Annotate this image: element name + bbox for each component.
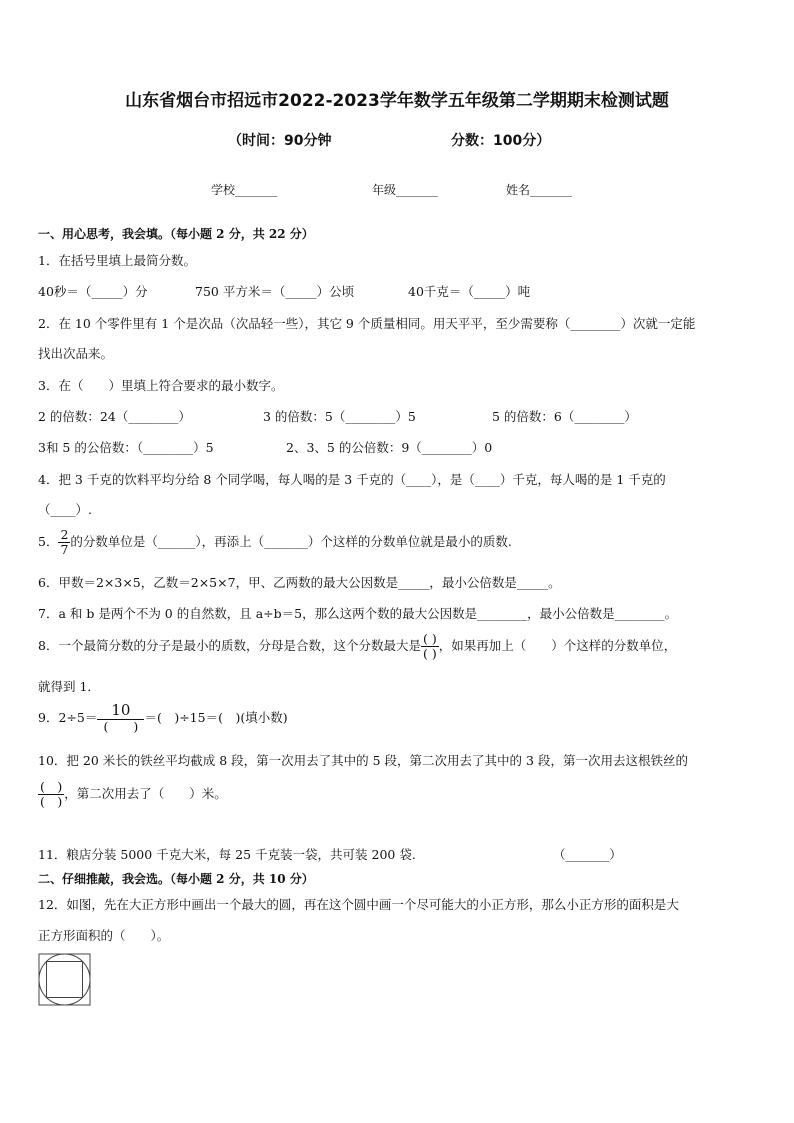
q2-line2: 找出次品来。 — [38, 346, 114, 361]
q8-prefix: 8．一个最简分数的分子是最小的质数，分母是合数，这个分数最大是 — [38, 637, 421, 653]
q5-text: 的分数单位是（______），再添上（_______）个这样的分数单位就是最小的质数. — [70, 533, 512, 549]
q9-prefix: 9．2÷5＝ — [38, 709, 98, 725]
q3-d: 3和 5 的公倍数：（________）5 — [38, 440, 214, 455]
q4-line1: 4．把 3 千克的饮料平均分给 8 个同学喝，每人喝的是 3 千克的（____），是（____）千克，每人喝的是 1 千克的 — [38, 472, 666, 487]
q8-line2: 就得到 1． — [38, 679, 100, 694]
q5-prefix: 5． — [38, 533, 59, 549]
q3-stem: 3．在（ ）里填上符合要求的最小数字。 — [38, 378, 284, 393]
q8-fraction — [421, 632, 439, 661]
name-field[interactable]: 姓名_______ — [506, 183, 573, 197]
q10-line1: 10．把 20 米长的铁丝平均截成 8 段，第一次用去了其中的 5 段，第二次用去了其中的 3 段，第一次用去这根铁丝的 — [38, 753, 688, 768]
exam-score: 分数：100分） — [451, 133, 551, 149]
q9 — [38, 702, 288, 735]
q2-line1: 2．在 10 个零件里有 1 个是次品（次品轻一些），其它 9 个质量相同。用天平平，至少需要称（________）次就一定能 — [38, 316, 696, 331]
figure-inner-square — [47, 962, 83, 998]
q8-fraction-num: ( ) — [422, 631, 437, 646]
q9-fraction-num: 10 — [97, 702, 144, 720]
q9-text: ＝( )÷15＝( )(填小数) — [144, 709, 288, 725]
q3-e: 2、3、5 的公倍数：9（________）0 — [286, 440, 493, 455]
exam-time: （时间：90分钟 — [228, 133, 332, 149]
q5 — [38, 528, 512, 557]
q12-line2: 正方形面积的（ ）。 — [38, 928, 170, 943]
q12-line1: 12．如图，先在大正方形中画出一个最大的圆，再在这个圆中画一个尽可能大的小正方形，那么小正方形的面积是大 — [38, 897, 679, 912]
section-1-heading: 一、用心思考，我会填。（每小题 2 分，共 22 分） — [38, 227, 314, 241]
q7: 7．a 和 b 是两个不为 0 的自然数，且 a÷b＝5，那么这两个数的最大公因数是________，最小公倍数是________。 — [38, 606, 678, 621]
school-field[interactable]: 学校_______ — [211, 183, 278, 197]
q1-b: 750 平方米＝（_____）公顷 — [195, 284, 355, 299]
q3-c: 5 的倍数：6（________） — [492, 409, 637, 424]
grade-field[interactable]: 年级_______ — [372, 183, 439, 197]
q10-fraction — [38, 780, 64, 809]
q5-fraction — [58, 528, 70, 557]
square-circle-figure — [38, 953, 92, 1007]
q6: 6．甲数＝2×3×5，乙数＝2×5×7，甲、乙两数的最大公因数是_____，最小公倍数是_____。 — [38, 575, 561, 590]
exam-title: 山东省烟台市招远市2022-2023学年数学五年级第二学期期末检测试题 — [125, 91, 669, 111]
q10-text: ，第二次用去了（ ）米。 — [64, 785, 227, 801]
q1-c: 40千克＝（_____）吨 — [408, 284, 531, 299]
q10-fraction-den: ( ) — [40, 793, 63, 809]
q11-text: 11．粮店分装 5000 千克大米，每 25 千克装一袋，共可装 200 袋. — [38, 847, 416, 862]
q8-text: ，如果再加上（ ）个这样的分数单位， — [438, 637, 677, 653]
q11-blank: （_______） — [553, 847, 622, 862]
q8-fraction-den: ( ) — [422, 645, 437, 661]
q10-line2 — [38, 780, 227, 809]
q5-fraction-num: 2 — [60, 527, 69, 542]
section-2-heading: 二、仔细推敲，我会选。（每小题 2 分，共 10 分） — [38, 872, 314, 886]
q1-a: 40秒＝（_____）分 — [38, 284, 148, 299]
q1-stem: 1．在括号里填上最简分数。 — [38, 253, 196, 268]
q9-fraction — [97, 702, 144, 735]
q8 — [38, 632, 676, 661]
q10-fraction-num: ( ) — [40, 779, 63, 794]
q4-line2: （____）. — [38, 502, 92, 517]
q9-fraction-den: ( ) — [103, 719, 139, 735]
q5-fraction-den: 7 — [60, 541, 69, 557]
q3-a: 2 的倍数：24（________） — [38, 409, 191, 424]
q3-b: 3 的倍数：5（________）5 — [263, 409, 416, 424]
